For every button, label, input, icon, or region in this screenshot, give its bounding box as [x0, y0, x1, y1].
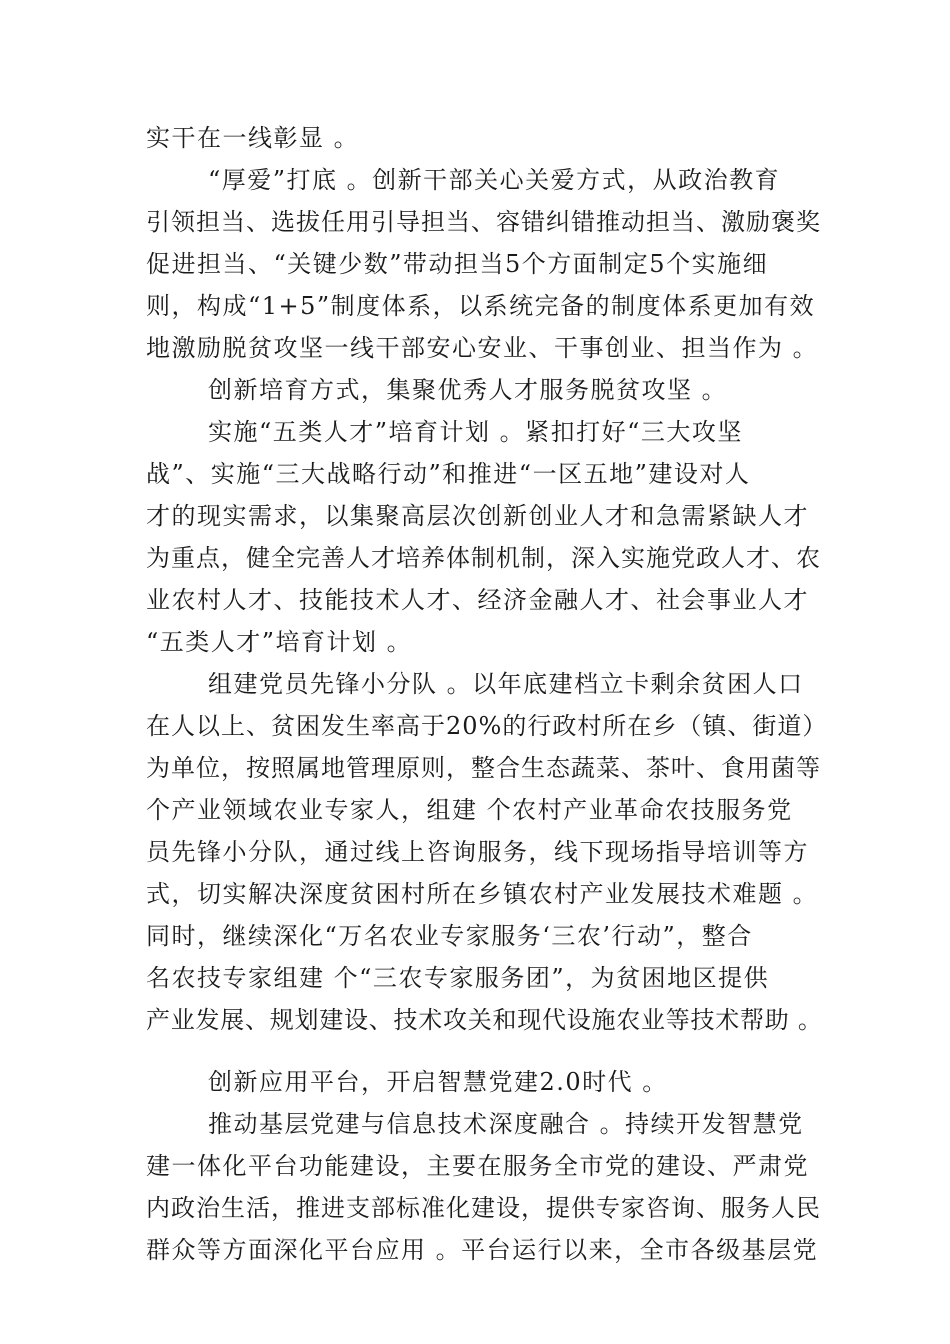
- text-line: 产业发展、规划建设、技术攻关和现代设施农业等技术帮助 。: [146, 1006, 823, 1034]
- text-line: 为重点，健全完善人才培养体制机制，深入实施党政人才、农: [146, 544, 821, 572]
- text-line: 业农村人才、技能技术人才、经济金融人才、社会事业人才: [146, 586, 809, 614]
- text-line: 实干在一线彰显 。: [146, 124, 360, 152]
- text-line: 群众等方面深化平台应用 。平台运行以来，全市各级基层党: [146, 1236, 819, 1264]
- text-line: 则，构成“1+5”制度体系，以系统完备的制度体系更加有效: [146, 292, 816, 320]
- text-line: 战”、实施“三大战略行动”和推进“一区五地”建设对人: [146, 460, 751, 488]
- section-heading: 创新培育方式，集聚优秀人才服务脱贫攻坚 。: [208, 376, 728, 404]
- section-heading: 创新应用平台，开启智慧党建2.0时代 。: [208, 1068, 668, 1096]
- text-line: 个产业领域农业专家人，组建 个农村产业革命农技服务党: [146, 796, 793, 824]
- text-line: 才的现实需求，以集聚高层次创新创业人才和急需紧缺人才: [146, 502, 809, 530]
- text-line: 式，切实解决深度贫困村所在乡镇农村产业发展技术难题 。: [146, 880, 819, 908]
- document-body: [146, 117, 826, 1271]
- text-line: 内政治生活，推进支部标准化建设，提供专家咨询、服务人民: [146, 1194, 821, 1222]
- paragraph-start-line: 推动基层党建与信息技术深度融合 。持续开发智慧党: [208, 1110, 804, 1138]
- text-line: 为单位，按照属地管理原则，整合生态蔬菜、茶叶、食用菌等: [146, 754, 821, 782]
- text-line: 引领担当、选拔任用引导担当、容错纠错推动担当、激励褒奖: [146, 208, 821, 236]
- text-line: 促进担当、“关键少数”带动担当5个方面制定5个实施细: [146, 250, 769, 278]
- paragraph-start-line: “厚爱”打底 。创新干部关心关爱方式，从政治教育: [208, 166, 781, 194]
- text-line: 名农技专家组建 个“三农专家服务团”，为贫困地区提供: [146, 964, 770, 992]
- text-line: 同时，继续深化“万名农业专家服务‘三农’行动”，整合: [146, 922, 753, 950]
- text-line: 建一体化平台功能建设，主要在服务全市党的建设、严肃党: [146, 1152, 809, 1180]
- text-line: 员先锋小分队，通过线上咨询服务，线下现场指导培训等方: [146, 838, 809, 866]
- paragraph-start-line: 组建党员先锋小分队 。以年底建档立卡剩余贫困人口: [208, 670, 804, 698]
- text-line: 地激励脱贫攻坚一线干部安心安业、干事创业、担当作为 。: [146, 334, 819, 362]
- text-line: 在人以上、贫困发生率高于20%的行政村所在乡（镇、街道）: [146, 712, 828, 740]
- paragraph-gap: [146, 1041, 826, 1061]
- text-line: “五类人才”培育计划 。: [146, 628, 413, 656]
- paragraph-start-line: 实施“五类人才”培育计划 。紧扣打好“三大攻坚: [208, 418, 743, 446]
